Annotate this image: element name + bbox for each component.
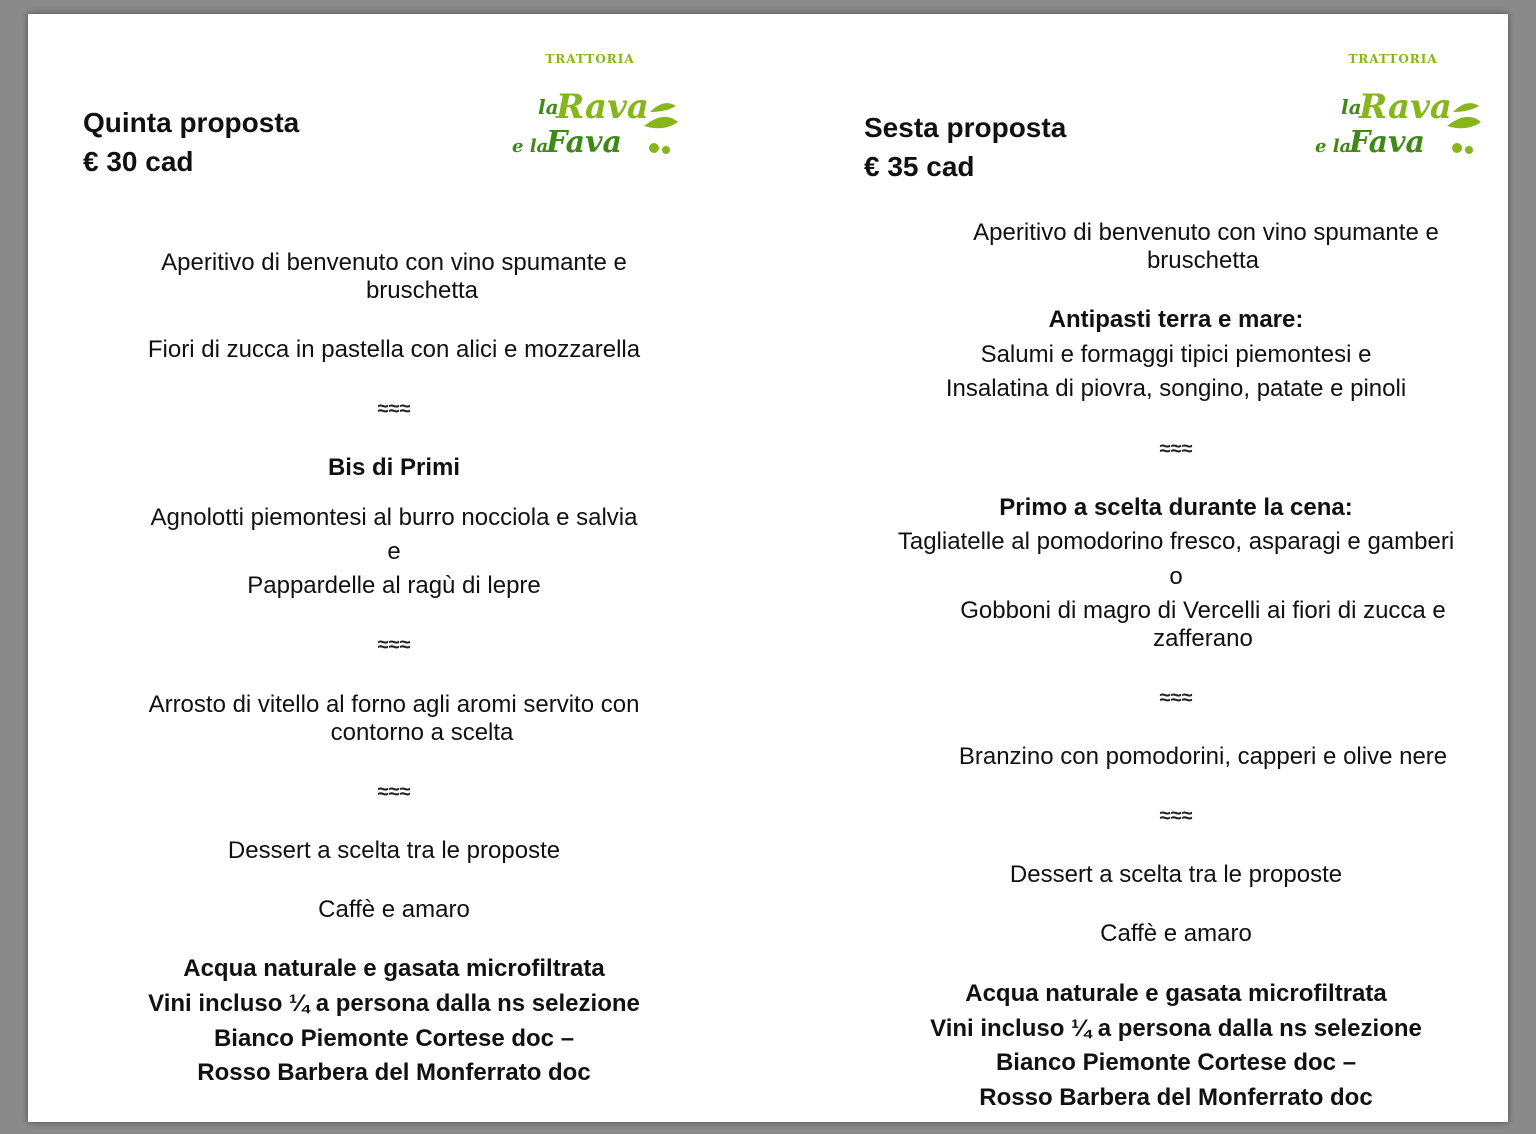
caffe-line: Caffè e amaro (318, 896, 470, 923)
logo-graphic-icon (1303, 52, 1483, 162)
logo-name-rava: Rava (1359, 87, 1452, 127)
drinks-line: Rosso Barbera del Monferrato doc (979, 1084, 1373, 1111)
menu-title (83, 103, 299, 181)
menu-column-sesta (788, 14, 1508, 1122)
restaurant-logo (500, 52, 680, 162)
aperitivo-line-2: bruschetta (365, 277, 479, 304)
primo-line-1: Agnolotti piemontesi al burro nocciola e salvia (150, 504, 638, 531)
menu-title (864, 108, 1066, 186)
logo-trattoria-text: TRATTORIA (545, 52, 635, 66)
logo-graphic-icon (500, 52, 680, 162)
course-separator: ≈≈≈ (1159, 805, 1193, 827)
logo-name-fava: Fava (1349, 125, 1425, 160)
logo-name-fava: Fava (546, 125, 622, 160)
secondo-line: Arrosto di vitello al forno agli aromi servito con (148, 691, 640, 718)
primo-line-2: Gobboni di magro di Vercelli ai fiori di zucca e (960, 597, 1446, 624)
aperitivo-line: Aperitivo di benvenuto con vino spumante e (161, 249, 627, 276)
restaurant-logo (1303, 52, 1483, 162)
aperitivo-line: Aperitivo di benvenuto con vino spumante e (973, 219, 1439, 246)
dessert-line: Dessert a scelta tra le proposte (227, 837, 561, 864)
drinks-line: Acqua naturale e gasata microfiltrata (965, 980, 1387, 1007)
drinks-line: Bianco Piemonte Cortese doc – (995, 1049, 1357, 1076)
course-separator: ≈≈≈ (377, 634, 411, 656)
secondo-line-2: contorno a scelta (330, 719, 514, 746)
antipasti-line-1: Salumi e formaggi tipici piemontesi e (980, 341, 1372, 368)
course-separator: ≈≈≈ (377, 398, 411, 420)
course-separator: ≈≈≈ (1159, 687, 1193, 709)
proposal-price: € 35 cad (864, 151, 975, 182)
drinks-line: Bianco Piemonte Cortese doc – (213, 1025, 575, 1052)
logo-name-rava: Rava (556, 87, 649, 127)
menu-page (28, 14, 1508, 1122)
course-separator: ≈≈≈ (377, 781, 411, 803)
drinks-line: Rosso Barbera del Monferrato doc (197, 1059, 591, 1086)
proposal-price: € 30 cad (83, 146, 194, 177)
logo-name-la: la (538, 95, 559, 119)
primo-title: Primo a scelta durante la cena: (999, 494, 1353, 521)
logo-name-ela: e la (512, 136, 549, 157)
logo-name-la: la (1341, 95, 1362, 119)
secondo-line: Branzino con pomodorini, capperi e olive nere (958, 743, 1448, 770)
dessert-line: Dessert a scelta tra le proposte (1009, 861, 1343, 888)
menu-column-quinta (28, 14, 788, 1122)
primo-conjunction: o (1169, 563, 1183, 590)
course-separator: ≈≈≈ (1159, 438, 1193, 460)
logo-name-ela: e la (1315, 136, 1352, 157)
drinks-line: Acqua naturale e gasata microfiltrata (183, 955, 605, 982)
drinks-line: Vini incluso ¼ a persona dalla ns selezione (930, 1015, 1422, 1042)
antipasti-title: Antipasti terra e mare: (1048, 306, 1304, 333)
primi-title: Bis di Primi (327, 454, 461, 481)
aperitivo-line-2: bruschetta (1146, 247, 1260, 274)
drinks-line: Vini incluso ¼ a persona dalla ns selezione (148, 990, 640, 1017)
primo-line-2: Pappardelle al ragù di lepre (247, 572, 541, 599)
primo-line-2b: zafferano (1153, 625, 1253, 652)
logo-trattoria-text: TRATTORIA (1348, 52, 1438, 66)
antipasto-line: Fiori di zucca in pastella con alici e mozzarella (147, 336, 641, 363)
caffe-line: Caffè e amaro (1100, 920, 1252, 947)
proposal-title: Quinta proposta (83, 107, 300, 138)
antipasti-line-2: Insalatina di piovra, songino, patate e pinoli (945, 375, 1407, 402)
proposal-title: Sesta proposta (864, 112, 1067, 143)
primo-conjunction: e (387, 538, 401, 565)
primo-line-1: Tagliatelle al pomodorino fresco, asparagi e gamberi (897, 528, 1455, 555)
